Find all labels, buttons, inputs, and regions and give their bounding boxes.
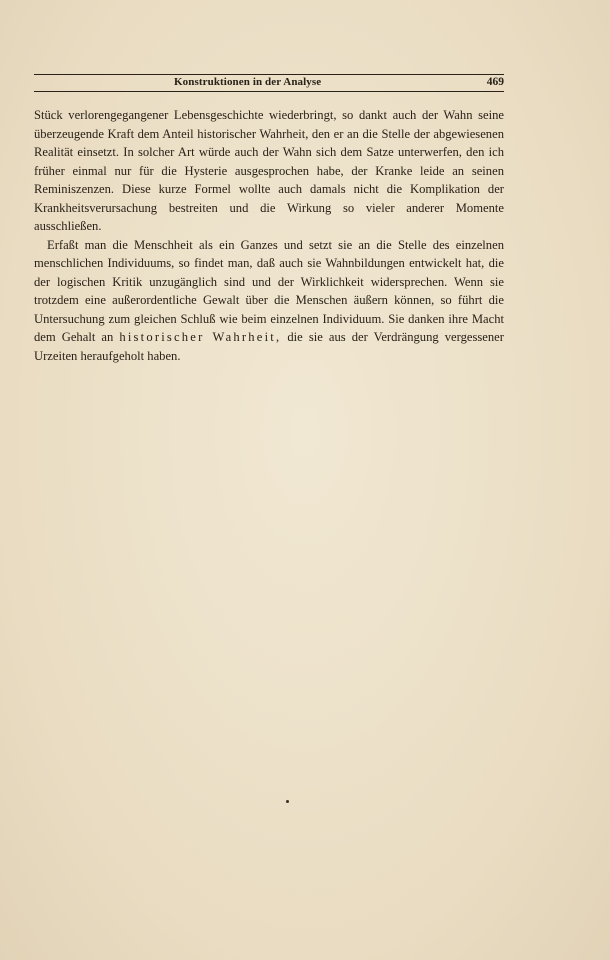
paragraph-2-start: Erfaßt man die Menschheit als ein Ganzes und setzt sie an die Stelle des einzelnen menschlichen Individuums, so findet man, daß auch sie Wahnbildungen entwickelt hat, die der logischen Kritik unzugänglich sind und der Wirklichkeit widersprechen. Wenn sie trotzdem eine außerordentliche Gewalt über die Menschen äußern können, so führt die Untersuchung zum gleichen Schluß wie beim einzelnen Individuum. Sie danken ihre Macht dem Gehalt an bbox=[34, 237, 504, 344]
ink-speck bbox=[286, 800, 289, 803]
header-rule-bottom bbox=[34, 91, 504, 92]
page-number: 469 bbox=[486, 76, 504, 88]
running-title: Konstruktionen in der Analyse bbox=[174, 76, 322, 88]
paragraph-1: Stück verlorengegangener Lebensgeschichte wiederbringt, so dankt auch der Wahn seine überzeugende Kraft dem Anteil historischer Wahrheit, den er an die Stelle der abgewiesenen Realität einsetzt. In solcher Art würde auch der Wahn sich dem Satze unterwerfen, den ich früher einmal nur für die Hysterie ausgesprochen habe, der Kranke leide an seinen Reminiszenzen. Diese kurze Formel wollte auch damals nicht die Komplikation der Krankheitsverursachung bestreiten und die Wirkung so vieler anderer Momente ausschließen. bbox=[34, 108, 504, 233]
body-text bbox=[34, 106, 504, 365]
paragraph-2-end: die sie aus der Verdrängung vergessener Urzeiten heraufgeholt haben. bbox=[34, 330, 504, 363]
header-rule-top bbox=[34, 74, 504, 75]
emphasized-phrase: historischer Wahrheit, bbox=[119, 330, 282, 344]
page-header bbox=[34, 74, 504, 94]
paragraph-2 bbox=[34, 236, 504, 366]
